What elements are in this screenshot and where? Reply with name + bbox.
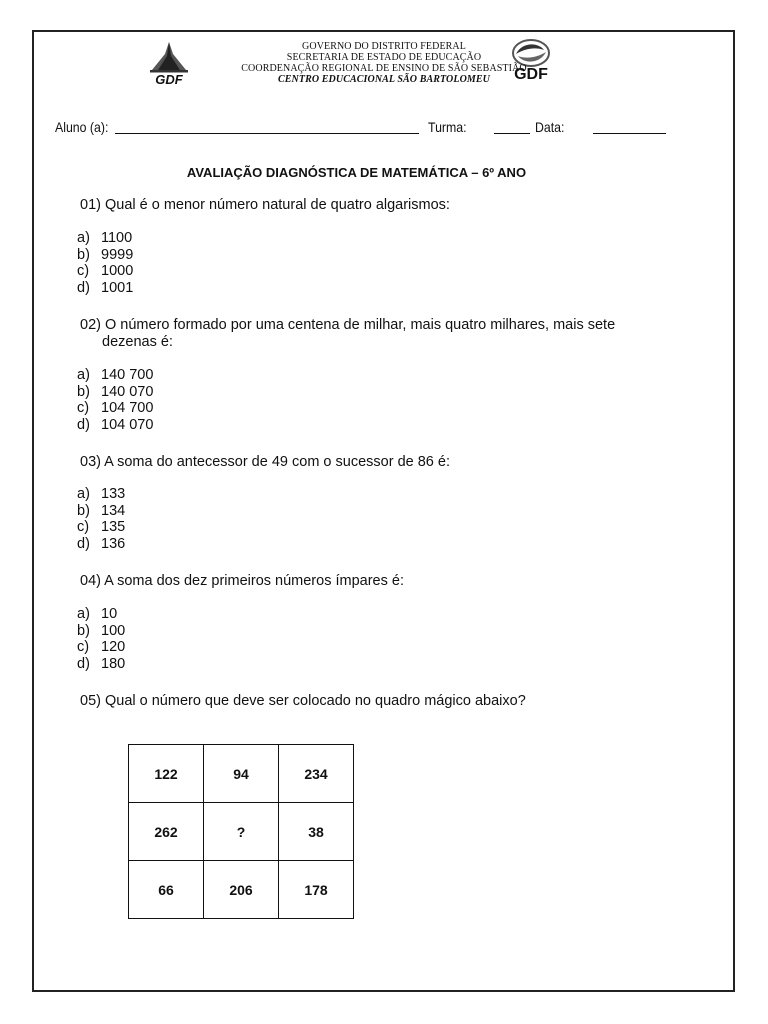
question-05: 05) Qual o número que deve ser colocado no quadro mágico abaixo? — [80, 693, 526, 709]
question-03: 03) A soma do antecessor de 49 com o sucessor de 86 é: — [80, 454, 450, 470]
option-q03-d[interactable]: d) 136 — [77, 535, 126, 552]
option-q03-b[interactable]: b) 134 — [77, 502, 126, 519]
logo-right-text: GDF — [514, 66, 548, 83]
logo-left-text: GDF — [155, 72, 183, 87]
header-line-4: CENTRO EDUCACIONAL SÃO BARTOLOMEU — [278, 74, 490, 85]
magic-square-row — [129, 861, 354, 919]
magic-square-row — [129, 745, 354, 803]
question-02: 02) O número formado por uma centena de milhar, mais quatro milhares, mais sete — [80, 317, 616, 333]
data-field-line[interactable] — [593, 133, 666, 134]
magic-square-cell: 206 — [204, 861, 279, 919]
exam-title: AVALIAÇÃO DIAGNÓSTICA DE MATEMÁTICA – 6º ANO — [186, 165, 527, 180]
magic-square-table — [128, 744, 354, 919]
option-q02-d[interactable]: d) 104 070 — [77, 416, 154, 433]
options-q04 — [77, 606, 125, 672]
magic-square-cell: 262 — [129, 803, 204, 861]
aluno-label: Aluno (a): — [55, 119, 109, 135]
magic-square-cell: 38 — [279, 803, 354, 861]
header-line-3: COORDENAÇÃO REGIONAL DE ENSINO DE SÃO SEBASTIÃO — [241, 63, 527, 74]
option-q02-c[interactable]: c) 104 700 — [77, 400, 154, 417]
turma-field-line[interactable] — [494, 133, 530, 134]
option-q04-a[interactable]: a) 10 — [77, 606, 118, 622]
option-q01-b[interactable]: b) 9999 — [77, 246, 134, 263]
magic-square-cell: 66 — [129, 861, 204, 919]
option-q03-c[interactable]: c) 135 — [77, 519, 126, 536]
option-q03-a[interactable]: a) 133 — [77, 486, 126, 502]
magic-square-cell-unknown: ? — [204, 803, 279, 861]
option-q04-c[interactable]: c) 120 — [77, 639, 126, 656]
option-q02-a[interactable]: a) 140 700 — [77, 367, 154, 383]
option-q01-d[interactable]: d) 1001 — [77, 279, 134, 296]
magic-square-row — [129, 803, 354, 861]
option-q01-a[interactable]: a) 1100 — [77, 230, 133, 246]
options-q01 — [77, 230, 133, 296]
magic-square-cell: 94 — [204, 745, 279, 803]
option-q04-b[interactable]: b) 100 — [77, 622, 126, 639]
option-q01-c[interactable]: c) 1000 — [77, 263, 134, 280]
data-label: Data: — [535, 119, 565, 135]
option-q02-b[interactable]: b) 140 070 — [77, 383, 154, 400]
header-line-1: GOVERNO DO DISTRITO FEDERAL — [302, 41, 466, 52]
turma-label: Turma: — [428, 119, 467, 135]
magic-square-cell: 178 — [279, 861, 354, 919]
option-q04-d[interactable]: d) 180 — [77, 655, 126, 672]
options-q02 — [77, 367, 153, 433]
magic-square-cell: 234 — [279, 745, 354, 803]
question-04: 04) A soma dos dez primeiros números ímpares é: — [80, 573, 404, 589]
magic-square-cell: 122 — [129, 745, 204, 803]
aluno-field-line[interactable] — [115, 133, 419, 134]
header-line-2: SECRETARIA DE ESTADO DE EDUCAÇÃO — [286, 52, 482, 63]
question-02-cont: dezenas é: — [102, 334, 173, 350]
options-q03 — [77, 486, 125, 552]
question-01: 01) Qual é o menor número natural de quatro algarismos: — [80, 197, 450, 213]
